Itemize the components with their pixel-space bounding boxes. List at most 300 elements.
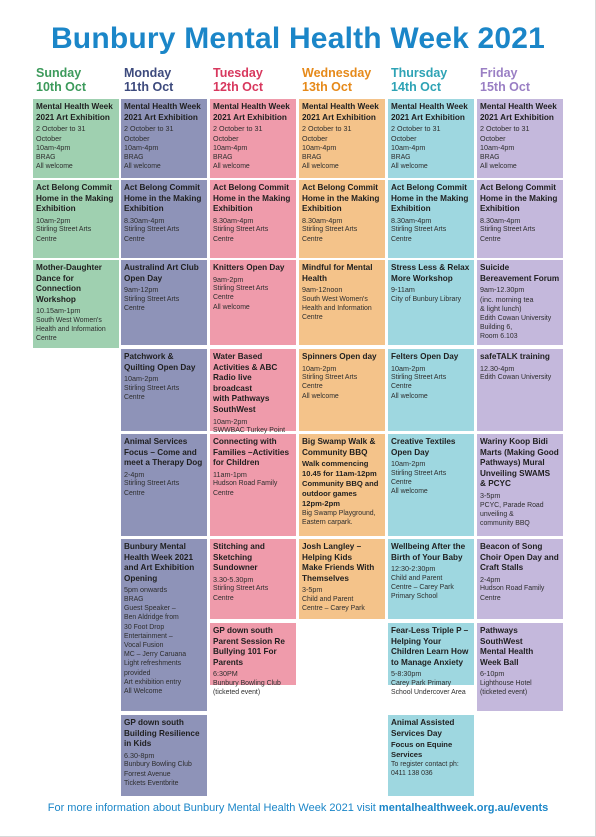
event-location-line: Stirling Street Arts: [480, 226, 536, 234]
event-location-line: Stirling Street Arts: [36, 226, 92, 234]
event-title-line: Act Belong Commit: [36, 183, 112, 192]
event-location-line: Edith Cowan University: [480, 314, 552, 322]
event-title-line: Craft Stalls: [480, 563, 524, 573]
event-card[interactable]: [210, 260, 296, 345]
event-time: [391, 364, 471, 374]
event-detail-line: 9am-2pm: [213, 274, 244, 284]
event-title-line: Act Belong Commit: [391, 183, 467, 192]
event-time: [36, 124, 116, 153]
event-card[interactable]: [210, 180, 296, 258]
event-title-line: Mental Health Week: [124, 102, 201, 111]
event-location: [36, 153, 116, 171]
event-card[interactable]: [121, 180, 207, 258]
event-location-line: Centre: [124, 304, 145, 312]
event-location-line: Centre: [391, 383, 412, 391]
day-header: [210, 66, 296, 98]
event-title-line: Wellbeing After the: [391, 542, 466, 551]
event-detail-line: 3-5pm: [480, 490, 501, 500]
event-detail-line: 10am-4pm: [36, 143, 71, 153]
event-title-line: Pathways: [480, 626, 518, 635]
event-location-line: All welcome: [391, 163, 428, 171]
event-title-line: Sketching: [213, 552, 253, 562]
event-location-line: Stirling Street Arts: [124, 295, 180, 303]
event-title-line: Families –Activities: [213, 447, 289, 457]
event-time: [302, 459, 382, 509]
event-title-line: Pathways) Mural: [480, 458, 545, 468]
day-name: Sunday: [36, 66, 82, 80]
event-card[interactable]: [121, 260, 207, 345]
event-title: [480, 626, 560, 668]
event-title-line: SouthWest: [213, 404, 256, 414]
event-title-line: 2021 Art Exhibition: [391, 112, 465, 122]
event-title: [480, 263, 560, 284]
event-location-line: BRAG: [480, 153, 500, 161]
event-title-line: Mental Health Week: [213, 102, 290, 111]
event-title-line: Mother-Daughter: [36, 263, 102, 272]
event-title-line: Felters Open Day: [391, 352, 459, 361]
event-title-line: Activities & ABC: [213, 362, 278, 372]
event-location-line: All welcome: [302, 163, 339, 171]
event-title-line: Exhibition: [36, 204, 76, 214]
event-location-line: Lighthouse Hotel: [480, 679, 532, 687]
event-card[interactable]: [33, 260, 119, 348]
event-title-line: Home in the Making: [480, 193, 558, 203]
event-title: [302, 102, 382, 123]
event-title-line: 2021 Art Exhibition: [302, 112, 376, 122]
event-card[interactable]: [121, 434, 207, 536]
day-column-friday: [477, 66, 563, 697]
event-location: [391, 153, 471, 171]
event-location-line: Health and Information: [302, 304, 372, 312]
event-title-line: Opening: [124, 573, 158, 583]
event-card[interactable]: [299, 434, 385, 536]
event-time: [480, 491, 560, 501]
event-title: [302, 183, 382, 215]
event-location-line: Centre: [124, 235, 145, 243]
event-location-line: Child and Parent: [302, 595, 354, 603]
event-card[interactable]: [33, 180, 119, 258]
footer-text: For more information about Bunbury Mental Health Week 2021 visit: [47, 802, 379, 814]
event-time: [213, 417, 293, 427]
event-card[interactable]: [299, 99, 385, 178]
event-card[interactable]: [477, 180, 563, 258]
event-location: [302, 295, 382, 323]
event-card[interactable]: [477, 434, 563, 536]
event-detail-line: 2 October to 31: [124, 124, 174, 134]
event-title: [480, 352, 560, 363]
event-location: [213, 225, 293, 243]
event-location: [391, 469, 471, 497]
event-title-line: Big Swamp Walk &: [302, 437, 376, 446]
day-name: Monday: [124, 66, 172, 80]
event-time: [36, 216, 116, 226]
event-title-line: SouthWest: [480, 636, 523, 646]
event-location-line: 0411 138 036: [391, 770, 433, 778]
event-detail-line: 8.30am-4pm: [302, 215, 343, 225]
event-title-line: Knitters Open Day: [213, 263, 285, 272]
event-title-line: Sundowner: [213, 563, 258, 573]
event-title-line: Choir Open Day and: [480, 552, 559, 562]
event-location-line: Hudson Road Family: [213, 480, 278, 488]
event-location-line: Hudson Road Family: [480, 585, 545, 593]
event-detail-line: Services: [391, 750, 423, 760]
day-header: [388, 66, 474, 98]
event-detail-line: 10am-4pm: [124, 143, 159, 153]
event-location-line: Stirling Street Arts: [124, 480, 180, 488]
event-title-line: Marts (Making Good: [480, 447, 559, 457]
event-title-line: Focus – Come and: [124, 447, 197, 457]
event-detail-line: 2 October to 31: [302, 124, 352, 134]
event-location-line: Tickets Eventbrite: [124, 779, 179, 787]
day-column-sunday: [33, 66, 119, 343]
event-time: [480, 216, 560, 226]
event-title-line: and Art Exhibition: [124, 563, 195, 573]
event-location-line: Centre – Carey Park: [391, 583, 454, 591]
event-location: [302, 225, 382, 243]
event-location: [213, 679, 293, 697]
event-location-line: South West Women's: [302, 295, 368, 303]
event-time: [391, 285, 471, 295]
event-time: [480, 669, 560, 679]
event-title: [391, 626, 471, 668]
event-title-line: Act Belong Commit: [213, 183, 289, 192]
event-card[interactable]: [210, 539, 296, 619]
event-detail-line: October: [391, 133, 417, 143]
event-time: [124, 285, 204, 295]
event-title-line: Spinners Open day: [302, 352, 377, 361]
event-card[interactable]: [299, 349, 385, 431]
event-title: [391, 718, 471, 739]
event-location-line: Eastern carpark.: [302, 519, 353, 527]
event-detail-line: 10am-4pm: [302, 143, 337, 153]
event-detail-line: 8.30am-4pm: [124, 215, 165, 225]
event-location: [480, 225, 560, 243]
event-detail-line: Walk commencing: [302, 459, 369, 469]
event-location: [124, 295, 204, 313]
event-location-line: provided: [124, 669, 151, 677]
day-date: 15th Oct: [480, 80, 531, 94]
event-title-line: meet a Therapy Dog: [124, 458, 203, 468]
event-location-line: Centre: [213, 594, 234, 602]
footer-link[interactable]: mentalhealthweek.org.au/events: [378, 802, 549, 814]
event-title-line: Bunbury Mental: [124, 542, 186, 551]
event-time: [391, 459, 471, 469]
event-title: [124, 352, 204, 373]
event-detail-line: 2-4pm: [480, 574, 501, 584]
event-detail-line: 5-8:30pm: [391, 669, 422, 679]
event-card[interactable]: [388, 349, 474, 431]
event-card[interactable]: [477, 260, 563, 345]
event-title: [213, 263, 293, 274]
event-time: [480, 124, 560, 153]
event-location-line: Ben Aldridge from: [124, 614, 179, 622]
event-detail-line: 3-5pm: [302, 585, 323, 595]
event-location-line: SWWBAC Turkey Point: [213, 427, 285, 435]
event-location-line: Centre: [213, 294, 234, 302]
event-title-line: Week Ball: [480, 657, 519, 667]
event-card[interactable]: [121, 99, 207, 178]
event-location: [391, 295, 471, 304]
event-card[interactable]: [299, 260, 385, 345]
event-location-line: All welcome: [213, 303, 250, 311]
event-title-line: Dance for: [36, 273, 74, 283]
event-location-line: Forrest Avenue: [124, 770, 171, 778]
day-name: Tuesday: [213, 66, 263, 80]
event-detail-line: 12:30-2:30pm: [391, 564, 436, 574]
event-title-line: More Workshop: [391, 273, 453, 283]
event-location-line: Centre: [391, 478, 412, 486]
day-date: 12th Oct: [213, 80, 264, 94]
event-title-line: Home in the Making: [124, 193, 202, 203]
event-title-line: Mental Health Week: [391, 102, 468, 111]
event-card[interactable]: [388, 539, 474, 619]
event-location-line: Art exhibition entry: [124, 678, 182, 686]
event-location: [36, 316, 116, 344]
event-time: [391, 216, 471, 226]
event-detail-line: 9-11am: [391, 285, 415, 295]
event-detail-line: October: [302, 133, 328, 143]
event-card[interactable]: [121, 539, 207, 711]
event-card[interactable]: [388, 434, 474, 536]
event-title-line: Connection: [36, 284, 82, 294]
event-title: [213, 626, 293, 668]
event-detail-line: 6.30-8pm: [124, 750, 155, 760]
event-title-line: Beacon of Song: [480, 542, 543, 551]
event-location-line: Building 6,: [480, 324, 513, 332]
event-detail-line: 3.30-5.30pm: [213, 574, 254, 584]
event-title: [480, 437, 560, 490]
event-location-line: Centre: [391, 235, 412, 243]
event-card[interactable]: [477, 539, 563, 619]
event-title-line: Act Belong Commit: [480, 183, 556, 192]
event-location-line: Guest Speaker –: [124, 605, 176, 613]
event-location-line: Centre – Carey Park: [302, 605, 365, 613]
day-column-thursday: [388, 66, 474, 778]
event-location: [480, 153, 560, 171]
event-location-line: Centre: [480, 594, 501, 602]
event-title: [213, 352, 293, 416]
event-card[interactable]: [299, 539, 385, 619]
event-detail-line: 10.15am-1pm: [36, 306, 81, 316]
event-title-line: with Pathways: [213, 394, 270, 404]
event-location: [124, 595, 204, 696]
event-title-line: in Kids: [124, 739, 152, 749]
event-location: [36, 225, 116, 243]
event-location: [124, 225, 204, 243]
event-location-line: All Welcome: [124, 688, 163, 695]
event-location-line: Stirling Street Arts: [302, 374, 358, 382]
event-title: [213, 542, 293, 574]
event-title: [124, 542, 204, 584]
event-time: [391, 740, 471, 760]
event-detail-line: 10am-2pm: [36, 215, 71, 225]
event-title: [302, 263, 382, 284]
event-time: [480, 364, 560, 374]
event-time: [124, 751, 204, 761]
event-title: [302, 352, 382, 363]
event-location-line: Primary School: [391, 593, 438, 601]
event-time: [480, 285, 560, 314]
event-title-line: Bereavement Forum: [480, 273, 560, 283]
event-detail-line: 2 October to 31: [480, 124, 530, 134]
event-title: [391, 102, 471, 123]
event-card[interactable]: [121, 715, 207, 796]
event-location-line: Health and Information: [36, 326, 106, 334]
event-title: [124, 718, 204, 750]
event-title: [302, 437, 382, 458]
event-title: [124, 102, 204, 123]
event-detail-line: Focus on Equine: [391, 740, 453, 750]
event-title-line: Animal Services: [124, 437, 188, 446]
event-title-line: Home in the Making: [36, 193, 114, 203]
event-title-line: Health: [302, 273, 328, 283]
event-card[interactable]: [477, 99, 563, 178]
event-location: [391, 225, 471, 243]
event-detail-line: October: [124, 133, 150, 143]
event-location-line: BRAG: [302, 153, 322, 161]
event-detail-line: (inc. morning tea: [480, 294, 534, 304]
event-time: [391, 564, 471, 574]
event-location: [391, 373, 471, 401]
event-title-line: Parent Session Re: [213, 636, 285, 646]
event-detail-line: outdoor games: [302, 489, 357, 499]
event-location: [480, 584, 560, 602]
day-name: Friday: [480, 66, 518, 80]
event-location-line: Light refreshments: [124, 660, 182, 668]
event-card[interactable]: [388, 180, 474, 258]
event-title-line: 2021 Art Exhibition: [213, 112, 287, 122]
event-card[interactable]: [388, 99, 474, 178]
event-location-line: (ticketed event): [480, 689, 528, 697]
event-card[interactable]: [388, 260, 474, 345]
event-detail-line: 6-10pm: [480, 669, 505, 679]
event-detail-line: 10am-4pm: [391, 143, 426, 153]
event-location-line: All welcome: [480, 163, 517, 171]
event-card[interactable]: [477, 349, 563, 431]
event-detail-line: 5pm onwards: [124, 585, 168, 595]
event-detail-line: Community BBQ and: [302, 479, 379, 489]
event-location: [391, 679, 471, 697]
event-title-line: Themselves: [302, 573, 349, 583]
event-title-line: safeTALK training: [480, 352, 550, 361]
event-time: [480, 575, 560, 585]
event-location-line: Centre: [124, 393, 145, 401]
event-location-line: All welcome: [302, 392, 339, 400]
event-location-line: Bunbury Bowling Club: [124, 761, 192, 769]
event-detail-line: 12pm-2pm: [302, 499, 340, 509]
event-location: [213, 284, 293, 312]
event-location-line: City of Bunbury Library: [391, 295, 462, 303]
event-card[interactable]: [388, 623, 474, 697]
event-detail-line: 10am-4pm: [213, 143, 248, 153]
day-column-monday: [121, 66, 207, 787]
event-time: [213, 124, 293, 153]
event-title-line: Fear-Less Triple P –: [391, 626, 469, 635]
event-location-line: Stirling Street Arts: [391, 469, 447, 477]
event-location-line: To register contact ph:: [391, 761, 459, 769]
event-title: [480, 102, 560, 123]
event-location-line: MC – Jerry Caruana: [124, 651, 187, 659]
event-detail-line: 8.30am-4pm: [480, 215, 521, 225]
event-location: [124, 760, 204, 788]
event-title-line: to Manage Anxiety: [391, 657, 464, 667]
event-card[interactable]: [210, 434, 296, 536]
event-title-line: 2021 Art Exhibition: [36, 112, 110, 122]
day-column-wednesday: [299, 66, 385, 613]
event-time: [302, 216, 382, 226]
event-location-line: Centre: [124, 489, 145, 497]
event-title-line: Home in the Making: [302, 193, 380, 203]
day-header: [121, 66, 207, 98]
event-detail-line: 10.45 for 11am-12pm: [302, 469, 377, 479]
day-header: [33, 66, 119, 98]
event-title-line: Creative Textiles: [391, 437, 456, 446]
event-title-line: Exhibition: [302, 204, 342, 214]
event-card[interactable]: [121, 349, 207, 431]
event-time: [391, 124, 471, 153]
event-detail-line: 2 October to 31: [213, 124, 263, 134]
event-time: [124, 585, 204, 595]
event-location-line: Centre: [213, 235, 234, 243]
event-title: [213, 437, 293, 469]
event-time: [36, 306, 116, 316]
event-card[interactable]: [210, 349, 296, 435]
event-location: [124, 384, 204, 402]
event-title-line: Josh Langley –: [302, 542, 362, 551]
event-card[interactable]: [210, 623, 296, 697]
event-title: [391, 263, 471, 284]
event-location-line: Room 6.103: [480, 333, 518, 341]
event-location-line: Bunbury Bowling Club: [213, 679, 281, 687]
event-card[interactable]: [477, 623, 563, 711]
event-detail-line: 2 October to 31: [391, 124, 441, 134]
event-card[interactable]: [33, 99, 119, 178]
page-title: Bunbury Mental Health Week 2021: [50, 22, 546, 55]
event-location-line: Vocal Fusion: [124, 641, 164, 649]
event-title: [36, 102, 116, 123]
event-title-line: & PCYC: [480, 479, 511, 489]
event-title-line: Home in the Making: [391, 193, 469, 203]
event-location-line: All welcome: [36, 163, 73, 171]
event-title-line: Quilting Open Day: [124, 362, 196, 372]
event-title-line: Mindful for Mental: [302, 263, 373, 272]
event-title-line: Suicide: [480, 263, 510, 272]
event-location-line: Entertainment –: [124, 632, 173, 640]
event-location-line: All welcome: [391, 392, 428, 400]
event-card[interactable]: [388, 715, 474, 796]
event-time: [124, 470, 204, 480]
event-title-line: Animal Assisted: [391, 718, 455, 727]
event-detail-line: 8.30am-4pm: [213, 215, 254, 225]
event-location: [480, 501, 560, 529]
event-location-line: All welcome: [213, 163, 250, 171]
event-location: [480, 314, 560, 342]
day-date: 11th Oct: [124, 80, 174, 94]
event-title-line: Home in the Making: [213, 193, 291, 203]
event-title-line: Parents: [213, 657, 244, 667]
event-title-line: Community BBQ: [302, 447, 368, 457]
event-card[interactable]: [210, 99, 296, 178]
event-location-line: Stirling Street Arts: [213, 285, 269, 293]
event-card[interactable]: [299, 180, 385, 258]
event-location-line: BRAG: [124, 595, 144, 603]
event-location: [302, 595, 382, 613]
event-title-line: Building Resilience: [124, 728, 200, 738]
event-location-line: community BBQ: [480, 519, 530, 527]
event-title: [124, 437, 204, 469]
event-time: [302, 285, 382, 295]
event-title-line: Radio live broadcast: [213, 373, 253, 393]
